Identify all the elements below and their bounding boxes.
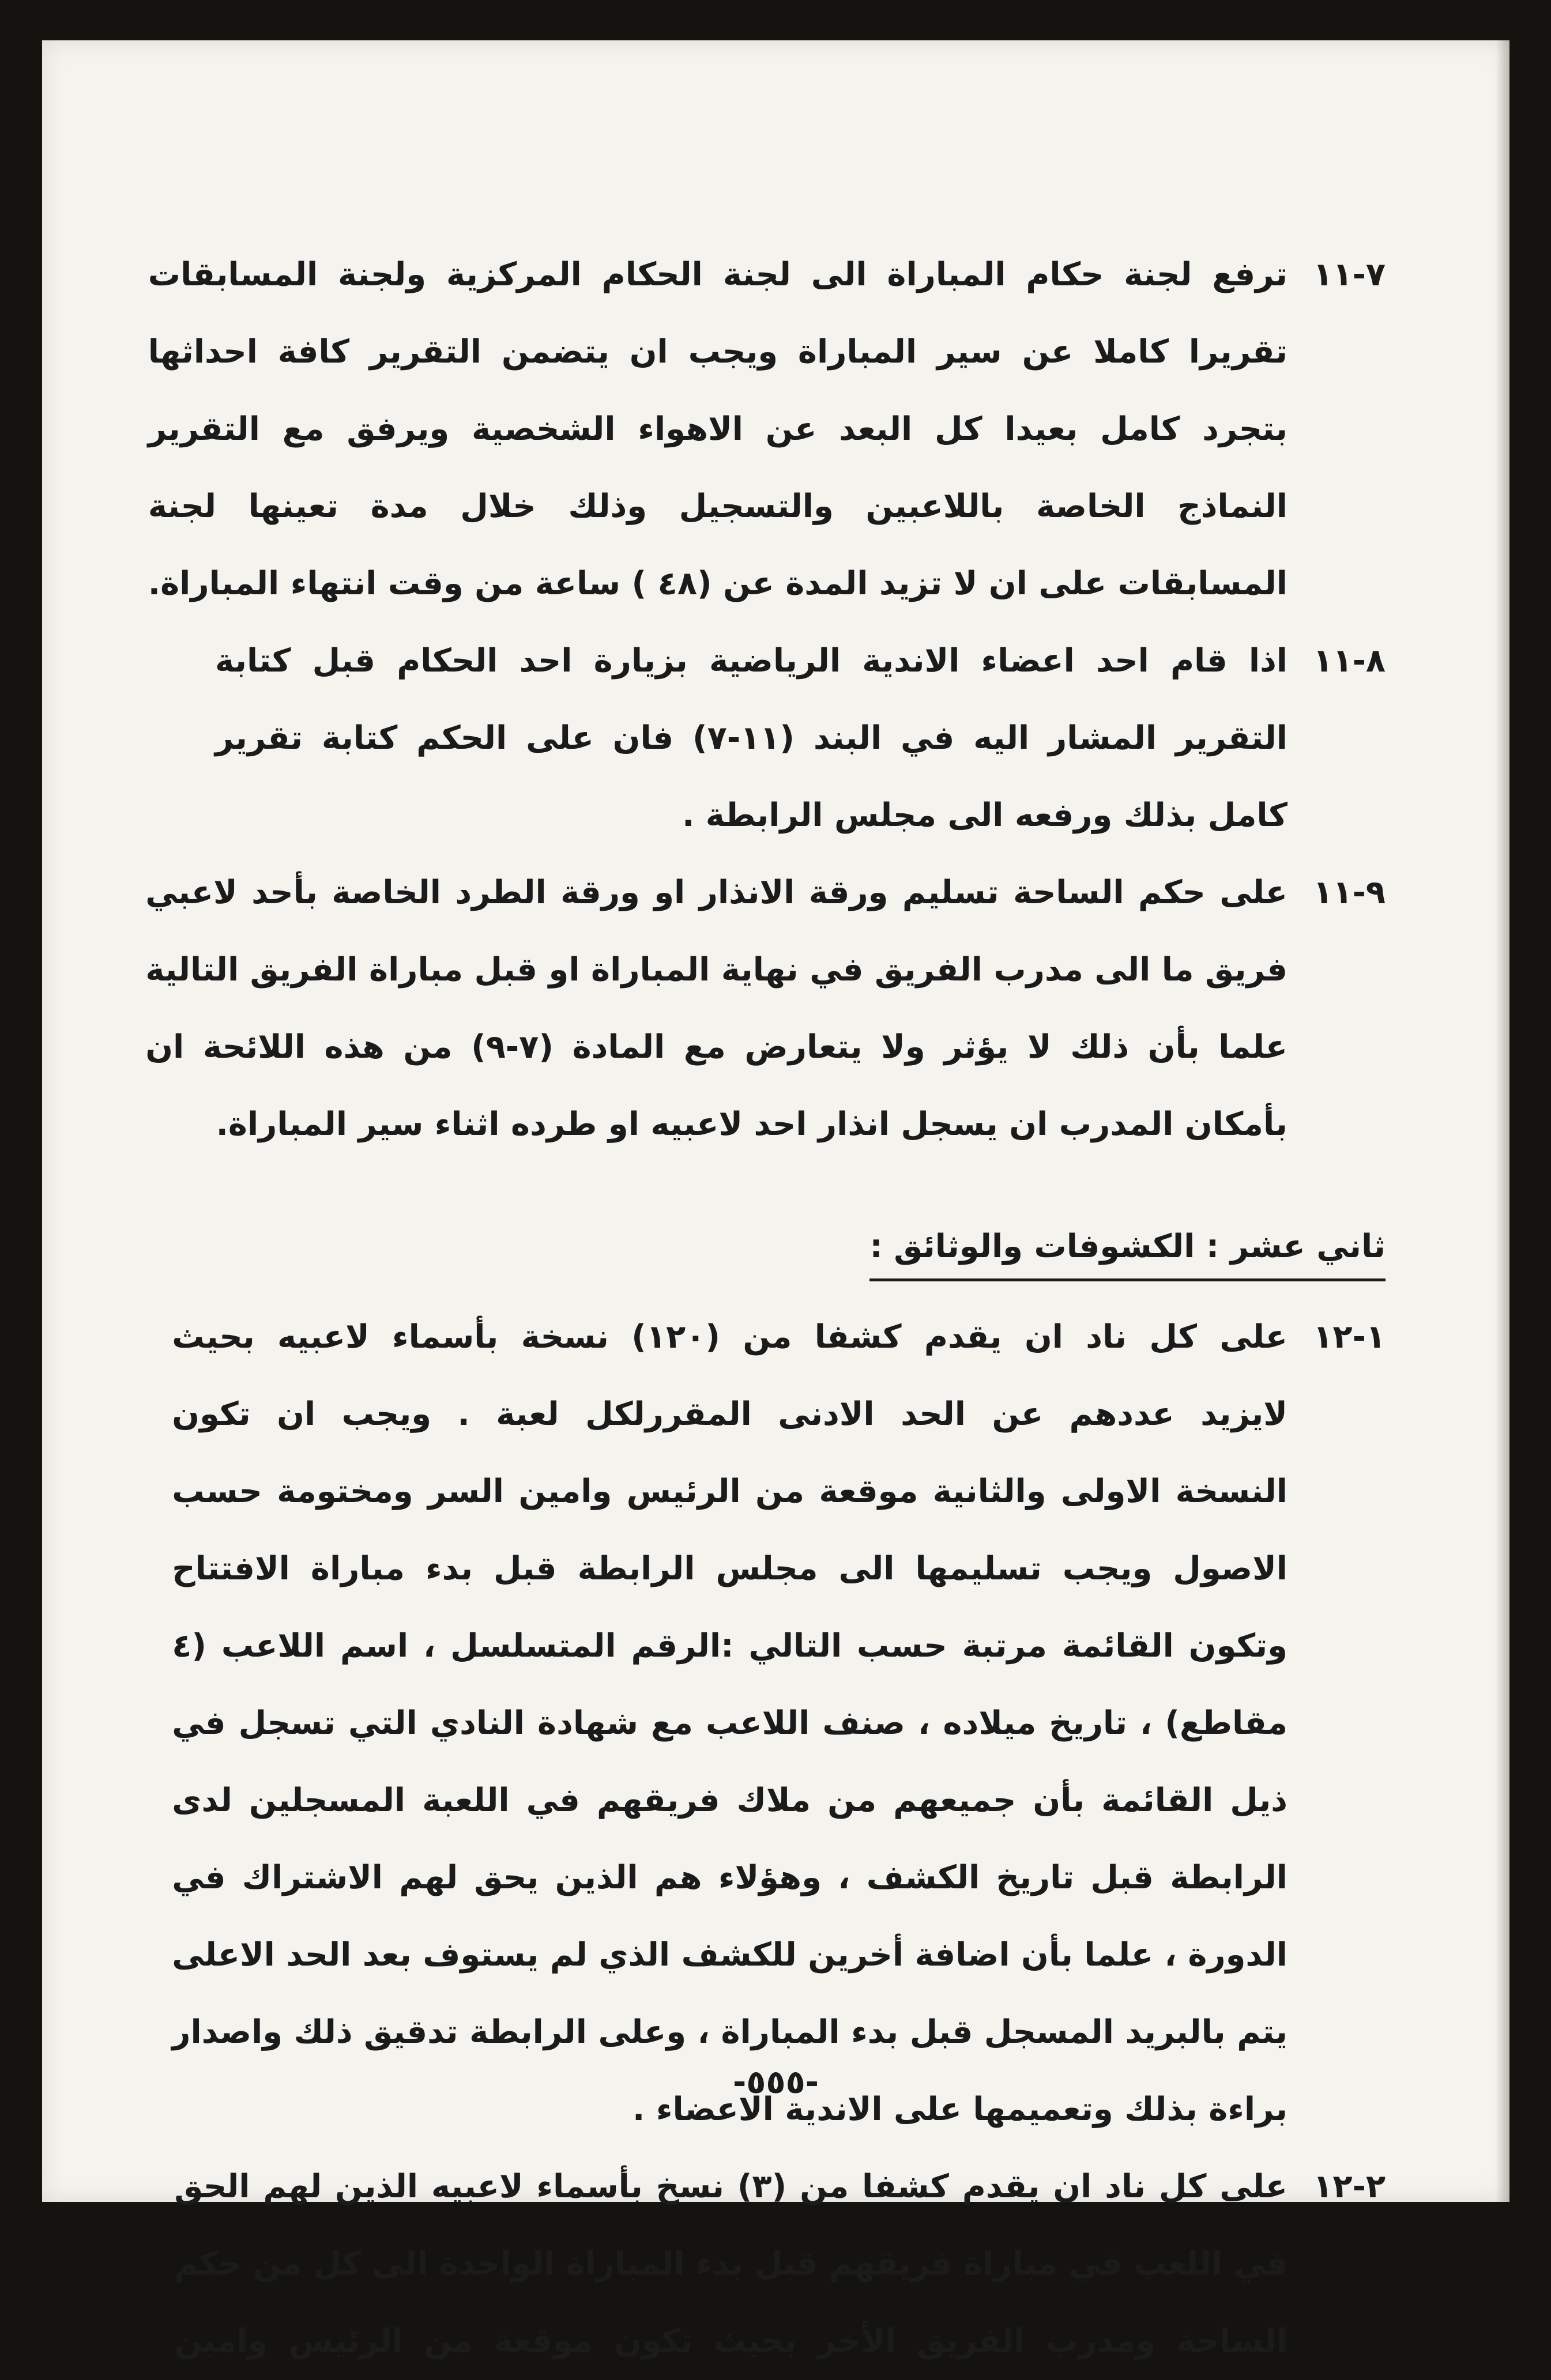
- paragraph-number: ٢-١٢: [1313, 2168, 1386, 2205]
- text-line: بتجرد كامل بعيدا كل البعد عن الاهواء الشخصية ويرفق مع التقرير: [148, 410, 1288, 448]
- section-heading-row: [215, 1215, 1386, 1299]
- paragraph-group-bottom: [172, 1299, 1386, 2380]
- paragraph-text: [172, 1299, 1288, 2148]
- text-line: الدورة ، علما بأن اضافة أخرين للكشف الذي لم يستوف بعد الحد الاعلى: [172, 1936, 1288, 1974]
- document-body: [145, 236, 1386, 2380]
- text-line: وتكون القائمة مرتبة حسب التالي :الرقم المتسلسل ، اسم اللاعب (٤: [172, 1627, 1288, 1665]
- text-line: تقريرا كاملا عن سير المباراة ويجب ان يتضمن التقرير كافة احداثها: [148, 333, 1288, 371]
- text-line: بأمكان المدرب ان يسجل انذار احد لاعبيه او طرده اثناء سير المباراة.: [216, 1106, 1288, 1143]
- paragraph-text: [148, 236, 1288, 623]
- numbered-paragraph: [174, 2148, 1386, 2380]
- page-edge-shadow: [1496, 40, 1509, 2202]
- text-line: الساحة ومدرب الفريق الأخر بحيث تكون موقعة من الرئيس وامين: [174, 2322, 1288, 2360]
- paragraph-number: ٧-١١: [1313, 256, 1386, 293]
- numbered-paragraph: [148, 236, 1386, 623]
- text-line: النسخة الاولى والثانية موقعة من الرئيس وامين السر ومختومة حسب: [172, 1473, 1288, 1510]
- text-line: الاصول ويجب تسليمها الى مجلس الرابطة قبل بدء مباراة الافتتاح: [172, 1550, 1288, 1587]
- text-line: النماذج الخاصة باللاعبين والتسجيل وذلك خلال مدة تعينها لجنة: [148, 488, 1288, 525]
- text-line: على حكم الساحة تسليم ورقة الانذار او ورقة الطرد الخاصة بأحد لاعبي: [145, 874, 1288, 911]
- paragraph-group-top: [145, 236, 1386, 1163]
- paragraph-text: [174, 2148, 1288, 2380]
- text-line: على كل ناد ان يقدم كشفا من (١٢٠) نسخة بأسماء لاعبيه بحيث: [172, 1318, 1288, 1356]
- paragraph-number: ٩-١١: [1313, 874, 1386, 911]
- text-line: ترفع لجنة حكام المباراة الى لجنة الحكام المركزية ولجنة المسابقات: [148, 256, 1288, 293]
- text-line: في اللعب في مباراة فريقهم قبل بدء المباراة الواحدة الى كل من حكم: [174, 2245, 1288, 2283]
- document-page: [42, 40, 1509, 2360]
- numbered-paragraph: [145, 854, 1386, 1163]
- paragraph-number: ٨-١١: [1313, 642, 1386, 680]
- text-line: الرابطة قبل تاريخ الكشف ، وهؤلاء هم الذين يحق لهم الاشتراك في: [172, 1859, 1288, 1896]
- text-line: المسابقات على ان لا تزيد المدة عن (٤٨ ) ساعة من وقت انتهاء المباراة.: [148, 565, 1288, 602]
- text-line: كامل بذلك ورفعه الى مجلس الرابطة .: [682, 797, 1288, 834]
- text-line: مقاطع) ، تاريخ ميلاده ، صنف اللاعب مع شهادة النادي التي تسجل في: [172, 1704, 1288, 1742]
- text-line: يتم بالبريد المسجل قبل بدء المباراة ، وعلى الرابطة تدقيق ذلك واصدار: [172, 2013, 1288, 2051]
- text-line: علما بأن ذلك لا يؤثر ولا يتعارض مع المادة (٧-٩) من هذه اللائحة ان: [145, 1028, 1288, 1066]
- text-line: ذيل القائمة بأن جميعهم من ملاك فريقهم في اللعبة المسجلين لدى: [172, 1782, 1288, 1819]
- numbered-paragraph: [172, 1299, 1386, 2148]
- text-line: براءة بذلك وتعميمها على الاندية الاعضاء .: [633, 2091, 1288, 2128]
- text-line: اذا قام احد اعضاء الاندية الرياضية بزيارة احد الحكام قبل كتابة: [215, 642, 1288, 680]
- paragraph-text: [145, 854, 1288, 1163]
- paragraph-text: [215, 623, 1288, 854]
- numbered-paragraph: [215, 623, 1386, 854]
- text-line: التقرير المشار اليه في البند (١١-٧) فان على الحكم كتابة تقرير: [215, 719, 1288, 757]
- page-number: -٥٥٥-: [732, 2064, 819, 2101]
- section-heading: ثاني عشر : الكشوفات والوثائق :: [869, 1215, 1386, 1281]
- text-line: على كل ناد ان يقدم كشفا من (٣) نسخ بأسماء لاعبيه الذين لهم الحق: [174, 2168, 1288, 2205]
- section-spacer: [215, 1163, 1386, 1215]
- text-line: لايزيد عددهم عن الحد الادنى المقررلكل لعبة . ويجب ان تكون: [172, 1395, 1288, 1433]
- paragraph-number: ١-١٢: [1313, 1318, 1386, 1356]
- text-line: فريق ما الى مدرب الفريق في نهاية المباراة او قبل مباراة الفريق التالية: [145, 951, 1288, 989]
